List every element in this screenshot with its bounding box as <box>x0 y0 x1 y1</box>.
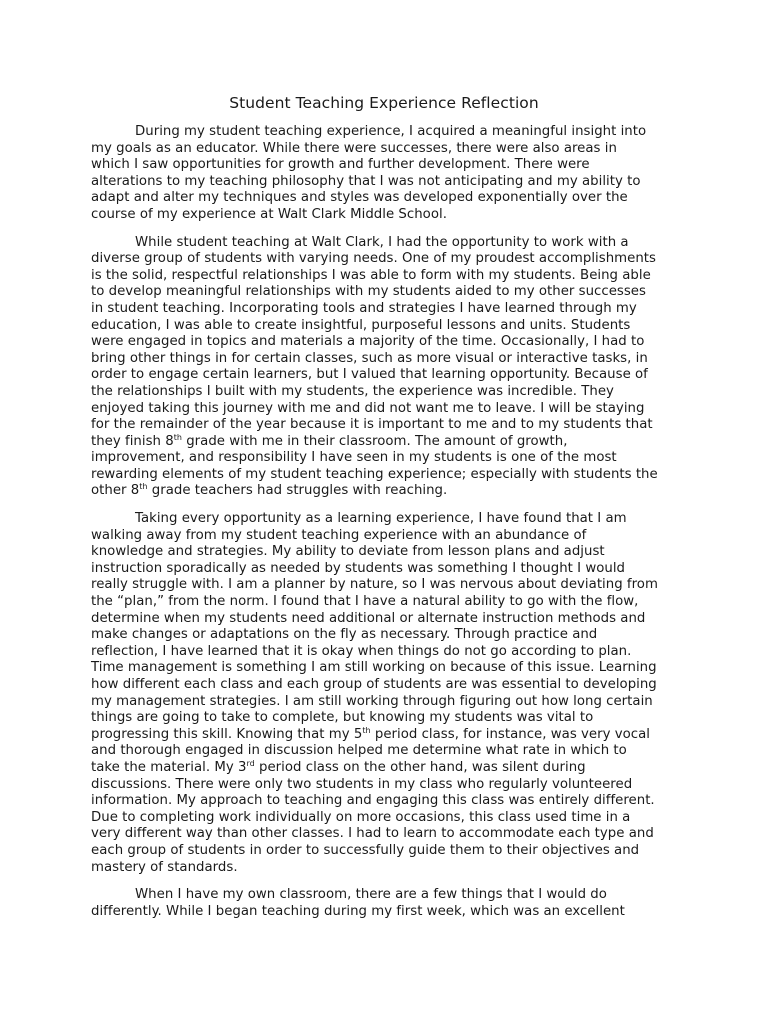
text-line <box>91 760 691 777</box>
ordinal-superscript: rd <box>246 758 255 768</box>
text-line: diverse group of students with varying needs. One of my proudest accomplishments <box>91 251 656 267</box>
text-line: Due to completing work individually on more occasions, this class used time in a <box>91 809 631 825</box>
text-segment: grade with me in their classroom. The amount of growth, <box>181 433 568 449</box>
text-line: reflection, I have learned that it is okay when things do not go according to plan. <box>91 643 632 659</box>
paragraph <box>91 887 691 920</box>
text-line: rewarding elements of my student teaching experience; especially with students the <box>91 466 658 482</box>
text-line: really struggle with. I am a planner by nature, so I was nervous about deviating from <box>91 577 658 593</box>
text-line: things are going to take to complete, but knowing my students was vital to <box>91 710 594 726</box>
text-line: each group of students in order to successfully guide them to their objectives and <box>91 842 640 858</box>
text-line: the relationships I built with my students, the experience was incredible. They <box>91 383 614 399</box>
ordinal-superscript: th <box>139 482 148 492</box>
text-line: the “plan,” from the norm. I found that I have a natural ability to go with the flow, <box>91 594 639 610</box>
text-line: alterations to my teaching philosophy that I was not anticipating and my ability to <box>91 173 641 189</box>
text-line: walking away from my student teaching experience with an abundance of <box>91 527 587 543</box>
text-line: instruction sporadically as needed by students was something I thought I would <box>91 560 626 576</box>
text-line: enjoyed taking this journey with me and did not want me to leave. I will be staying <box>91 400 645 416</box>
text-line: order to engage certain learners, but I valued that learning opportunity. Because of <box>91 367 648 383</box>
text-line: education, I was able to create insightful, purposeful lessons and units. Students <box>91 317 631 333</box>
text-line: make changes or adaptations on the fly as necessary. Through practice and <box>91 627 598 643</box>
document-title: Student Teaching Experience Reflection <box>229 94 539 112</box>
text-line: is the solid, respectful relationships I was able to form with my students. Being able <box>91 267 651 283</box>
text-line: my management strategies. I am still working through figuring out how long certain <box>91 693 653 709</box>
text-segment: period class on the other hand, was silent during <box>254 759 586 775</box>
text-segment: take the material. My 3 <box>91 759 247 775</box>
text-line: improvement, and responsibility I have seen in my students is one of the most <box>91 450 617 466</box>
text-line: which I saw opportunities for growth and further development. There were <box>91 157 590 173</box>
text-line: how different each class and each group of students are was essential to developing <box>91 677 657 692</box>
text-segment: other 8 <box>91 483 140 499</box>
paragraph <box>91 235 691 501</box>
text-line: While student teaching at Walt Clark, I had the opportunity to work with a <box>135 234 629 250</box>
document-body <box>91 124 691 931</box>
text-line <box>91 483 691 500</box>
text-line: Time management is something I am still working on because of this issue. Learning <box>91 660 657 676</box>
text-line: differently. While I began teaching during my first week, which was an excellent <box>91 903 625 919</box>
ordinal-superscript: th <box>362 725 371 735</box>
text-line: mastery of standards. <box>91 859 238 875</box>
text-line: my goals as an educator. While there were successes, there were also areas in <box>91 140 617 156</box>
paragraph <box>91 511 691 876</box>
text-line: knowledge and strategies. My ability to deviate from lesson plans and adjust <box>91 544 605 560</box>
text-line: Taking every opportunity as a learning experience, I have found that I am <box>135 511 627 527</box>
text-line: information. My approach to teaching and engaging this class was entirely different. <box>91 793 655 809</box>
text-line: for the remainder of the year because it is important to me and to my students that <box>91 417 653 433</box>
text-line: discussions. There were only two students in my class who regularly volunteered <box>91 776 633 792</box>
text-segment: progressing this skill. Knowing that my 5 <box>91 726 363 742</box>
text-segment: grade teachers had struggles with reaching. <box>147 483 448 499</box>
text-line: determine when my students need additional or alternate instruction methods and <box>91 610 646 626</box>
paragraph <box>91 124 691 224</box>
text-line: to develop meaningful relationships with my students aided to my other successes <box>91 284 646 300</box>
text-line <box>91 727 691 744</box>
text-line: bring other things in for certain classes, such as more visual or interactive tasks, in <box>91 350 648 366</box>
text-line: were engaged in topics and materials a majority of the time. Occasionally, I had to <box>91 334 645 350</box>
text-segment: period class, for instance, was very vocal <box>370 726 650 742</box>
text-line: When I have my own classroom, there are a few things that I would do <box>135 887 607 903</box>
ordinal-superscript: th <box>173 432 182 442</box>
text-line: During my student teaching experience, I acquired a meaningful insight into <box>135 124 647 139</box>
text-line <box>91 434 691 451</box>
text-segment: they finish 8 <box>91 433 174 449</box>
text-line: adapt and alter my techniques and styles was developed exponentially over the <box>91 190 628 206</box>
text-line: and thorough engaged in discussion helped me determine what rate in which to <box>91 743 627 759</box>
text-line: in student teaching. Incorporating tools and strategies I have learned through my <box>91 300 637 316</box>
text-line: course of my experience at Walt Clark Middle School. <box>91 206 447 222</box>
text-line: very different way than other classes. I had to learn to accommodate each type and <box>91 826 654 842</box>
